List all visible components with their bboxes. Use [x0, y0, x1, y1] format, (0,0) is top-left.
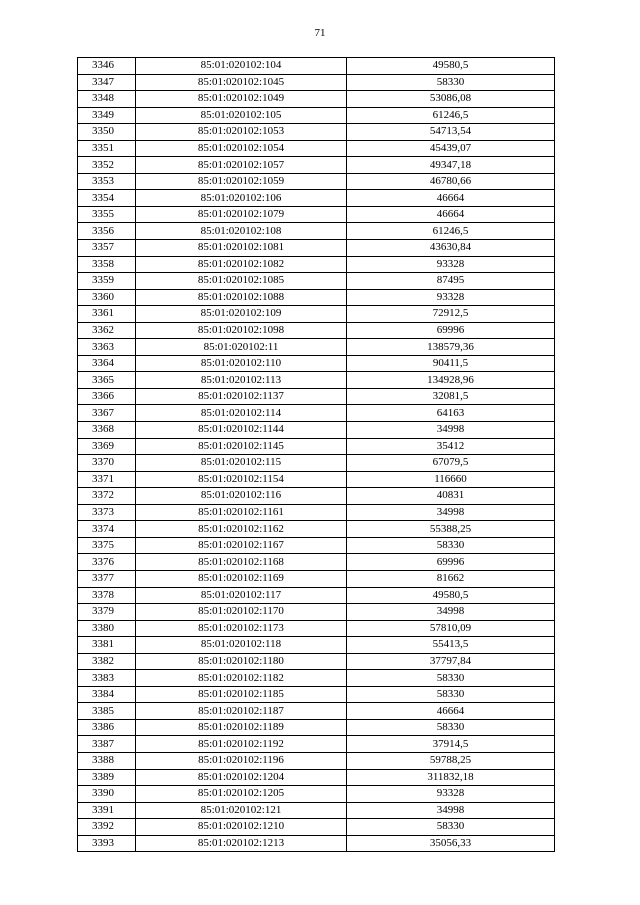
cadastral-number-cell: 85:01:020102:1170	[136, 604, 347, 621]
cadastral-value-cell: 93328	[347, 289, 555, 306]
row-number-cell: 3384	[78, 686, 136, 703]
cadastral-number-cell: 85:01:020102:1189	[136, 719, 347, 736]
row-number-cell: 3360	[78, 289, 136, 306]
table-row	[78, 273, 555, 290]
row-number-cell: 3362	[78, 322, 136, 339]
row-number-cell: 3390	[78, 786, 136, 803]
row-number-cell: 3348	[78, 91, 136, 108]
table-row	[78, 703, 555, 720]
cadastral-value-cell: 40831	[347, 488, 555, 505]
row-number-cell: 3353	[78, 173, 136, 190]
cadastral-value-cell: 64163	[347, 405, 555, 422]
table-row	[78, 107, 555, 124]
row-number-cell: 3369	[78, 438, 136, 455]
table-row	[78, 637, 555, 654]
table-row	[78, 686, 555, 703]
row-number-cell: 3346	[78, 58, 136, 75]
cadastral-value-cell: 49347,18	[347, 157, 555, 174]
row-number-cell: 3380	[78, 620, 136, 637]
cadastral-number-cell: 85:01:020102:1085	[136, 273, 347, 290]
table-row	[78, 455, 555, 472]
row-number-cell: 3349	[78, 107, 136, 124]
cadastral-value-table	[77, 57, 555, 852]
table-row	[78, 306, 555, 323]
cadastral-number-cell: 85:01:020102:1098	[136, 322, 347, 339]
row-number-cell: 3386	[78, 719, 136, 736]
cadastral-value-cell: 55413,5	[347, 637, 555, 654]
cadastral-number-cell: 85:01:020102:108	[136, 223, 347, 240]
table-row	[78, 819, 555, 836]
cadastral-number-cell: 85:01:020102:1059	[136, 173, 347, 190]
row-number-cell: 3383	[78, 670, 136, 687]
cadastral-value-cell: 90411,5	[347, 355, 555, 372]
cadastral-value-cell: 46664	[347, 703, 555, 720]
cadastral-value-cell: 61246,5	[347, 223, 555, 240]
table-row	[78, 405, 555, 422]
cadastral-value-cell: 34998	[347, 422, 555, 439]
cadastral-number-cell: 85:01:020102:121	[136, 802, 347, 819]
cadastral-number-cell: 85:01:020102:1196	[136, 752, 347, 769]
cadastral-value-cell: 67079,5	[347, 455, 555, 472]
table-row	[78, 752, 555, 769]
row-number-cell: 3393	[78, 835, 136, 852]
cadastral-value-cell: 87495	[347, 273, 555, 290]
cadastral-number-cell: 85:01:020102:1054	[136, 140, 347, 157]
cadastral-value-cell: 45439,07	[347, 140, 555, 157]
table-row	[78, 157, 555, 174]
cadastral-value-cell: 32081,5	[347, 388, 555, 405]
row-number-cell: 3370	[78, 455, 136, 472]
cadastral-number-cell: 85:01:020102:116	[136, 488, 347, 505]
row-number-cell: 3376	[78, 554, 136, 571]
row-number-cell: 3375	[78, 537, 136, 554]
row-number-cell: 3365	[78, 372, 136, 389]
cadastral-value-cell: 34998	[347, 504, 555, 521]
table-row	[78, 471, 555, 488]
row-number-cell: 3357	[78, 240, 136, 257]
cadastral-value-cell: 58330	[347, 819, 555, 836]
table-row	[78, 289, 555, 306]
cadastral-value-cell: 34998	[347, 604, 555, 621]
row-number-cell: 3379	[78, 604, 136, 621]
row-number-cell: 3377	[78, 570, 136, 587]
cadastral-number-cell: 85:01:020102:1173	[136, 620, 347, 637]
row-number-cell: 3382	[78, 653, 136, 670]
cadastral-number-cell: 85:01:020102:1081	[136, 240, 347, 257]
row-number-cell: 3367	[78, 405, 136, 422]
cadastral-number-cell: 85:01:020102:1180	[136, 653, 347, 670]
table-row	[78, 670, 555, 687]
cadastral-number-cell: 85:01:020102:1144	[136, 422, 347, 439]
table-row	[78, 355, 555, 372]
row-number-cell: 3388	[78, 752, 136, 769]
page-number: 71	[314, 27, 326, 39]
cadastral-number-cell: 85:01:020102:1213	[136, 835, 347, 852]
cadastral-number-cell: 85:01:020102:1204	[136, 769, 347, 786]
cadastral-number-cell: 85:01:020102:114	[136, 405, 347, 422]
cadastral-number-cell: 85:01:020102:1168	[136, 554, 347, 571]
cadastral-value-cell: 72912,5	[347, 306, 555, 323]
cadastral-number-cell: 85:01:020102:1082	[136, 256, 347, 273]
cadastral-number-cell: 85:01:020102:1053	[136, 124, 347, 141]
table-row	[78, 504, 555, 521]
table-row	[78, 488, 555, 505]
table-row	[78, 570, 555, 587]
row-number-cell: 3354	[78, 190, 136, 207]
cadastral-number-cell: 85:01:020102:1210	[136, 819, 347, 836]
row-number-cell: 3361	[78, 306, 136, 323]
table-row	[78, 173, 555, 190]
row-number-cell: 3364	[78, 355, 136, 372]
row-number-cell: 3350	[78, 124, 136, 141]
cadastral-value-cell: 43630,84	[347, 240, 555, 257]
table-row	[78, 206, 555, 223]
cadastral-value-cell: 35056,33	[347, 835, 555, 852]
cadastral-number-cell: 85:01:020102:1185	[136, 686, 347, 703]
row-number-cell: 3363	[78, 339, 136, 356]
cadastral-value-cell: 54713,54	[347, 124, 555, 141]
row-number-cell: 3358	[78, 256, 136, 273]
cadastral-value-cell: 46664	[347, 206, 555, 223]
row-number-cell: 3389	[78, 769, 136, 786]
table-row	[78, 521, 555, 538]
row-number-cell: 3391	[78, 802, 136, 819]
cadastral-number-cell: 85:01:020102:104	[136, 58, 347, 75]
table-row	[78, 604, 555, 621]
cadastral-number-cell: 85:01:020102:1145	[136, 438, 347, 455]
table-row	[78, 190, 555, 207]
table-row	[78, 58, 555, 75]
cadastral-number-cell: 85:01:020102:105	[136, 107, 347, 124]
table-row	[78, 438, 555, 455]
table-row	[78, 554, 555, 571]
cadastral-value-cell: 58330	[347, 670, 555, 687]
cadastral-value-cell: 58330	[347, 686, 555, 703]
row-number-cell: 3352	[78, 157, 136, 174]
table-row	[78, 422, 555, 439]
row-number-cell: 3366	[78, 388, 136, 405]
row-number-cell: 3385	[78, 703, 136, 720]
cadastral-value-cell: 134928,96	[347, 372, 555, 389]
cadastral-value-cell: 93328	[347, 786, 555, 803]
cadastral-value-cell: 46780,66	[347, 173, 555, 190]
row-number-cell: 3355	[78, 206, 136, 223]
cadastral-number-cell: 85:01:020102:1162	[136, 521, 347, 538]
row-number-cell: 3387	[78, 736, 136, 753]
row-number-cell: 3359	[78, 273, 136, 290]
table-row	[78, 736, 555, 753]
row-number-cell: 3373	[78, 504, 136, 521]
table-row	[78, 653, 555, 670]
cadastral-number-cell: 85:01:020102:1057	[136, 157, 347, 174]
cadastral-value-cell: 93328	[347, 256, 555, 273]
cadastral-value-cell: 58330	[347, 537, 555, 554]
table-row	[78, 786, 555, 803]
cadastral-value-cell: 81662	[347, 570, 555, 587]
row-number-cell: 3372	[78, 488, 136, 505]
cadastral-value-cell: 55388,25	[347, 521, 555, 538]
cadastral-value-cell: 46664	[347, 190, 555, 207]
table-row	[78, 769, 555, 786]
table-row	[78, 322, 555, 339]
row-number-cell: 3347	[78, 74, 136, 91]
cadastral-number-cell: 85:01:020102:1137	[136, 388, 347, 405]
cadastral-value-cell: 37797,84	[347, 653, 555, 670]
table-row	[78, 587, 555, 604]
row-number-cell: 3374	[78, 521, 136, 538]
table-row	[78, 240, 555, 257]
cadastral-number-cell: 85:01:020102:1169	[136, 570, 347, 587]
cadastral-number-cell: 85:01:020102:110	[136, 355, 347, 372]
cadastral-number-cell: 85:01:020102:1088	[136, 289, 347, 306]
table-row	[78, 223, 555, 240]
cadastral-number-cell: 85:01:020102:117	[136, 587, 347, 604]
table-row	[78, 537, 555, 554]
cadastral-number-cell: 85:01:020102:1154	[136, 471, 347, 488]
cadastral-value-cell: 57810,09	[347, 620, 555, 637]
cadastral-value-cell: 53086,08	[347, 91, 555, 108]
table-row	[78, 388, 555, 405]
table-body	[78, 58, 555, 852]
cadastral-value-cell: 58330	[347, 719, 555, 736]
row-number-cell: 3378	[78, 587, 136, 604]
table-row	[78, 256, 555, 273]
cadastral-number-cell: 85:01:020102:1049	[136, 91, 347, 108]
cadastral-number-cell: 85:01:020102:1192	[136, 736, 347, 753]
row-number-cell: 3371	[78, 471, 136, 488]
cadastral-value-cell: 138579,36	[347, 339, 555, 356]
cadastral-value-cell: 116660	[347, 471, 555, 488]
cadastral-value-cell: 34998	[347, 802, 555, 819]
table-row	[78, 91, 555, 108]
table-row	[78, 339, 555, 356]
cadastral-value-cell: 58330	[347, 74, 555, 91]
cadastral-number-cell: 85:01:020102:106	[136, 190, 347, 207]
cadastral-value-cell: 61246,5	[347, 107, 555, 124]
cadastral-number-cell: 85:01:020102:1167	[136, 537, 347, 554]
table-row	[78, 74, 555, 91]
cadastral-number-cell: 85:01:020102:11	[136, 339, 347, 356]
cadastral-value-cell: 49580,5	[347, 587, 555, 604]
cadastral-value-cell: 35412	[347, 438, 555, 455]
cadastral-value-cell: 311832,18	[347, 769, 555, 786]
table-row	[78, 802, 555, 819]
cadastral-number-cell: 85:01:020102:1161	[136, 504, 347, 521]
row-number-cell: 3392	[78, 819, 136, 836]
table-row	[78, 719, 555, 736]
cadastral-number-cell: 85:01:020102:1079	[136, 206, 347, 223]
table-row	[78, 140, 555, 157]
row-number-cell: 3356	[78, 223, 136, 240]
table-row	[78, 124, 555, 141]
cadastral-value-cell: 37914,5	[347, 736, 555, 753]
cadastral-value-cell: 59788,25	[347, 752, 555, 769]
cadastral-number-cell: 85:01:020102:1045	[136, 74, 347, 91]
cadastral-number-cell: 85:01:020102:109	[136, 306, 347, 323]
cadastral-number-cell: 85:01:020102:1182	[136, 670, 347, 687]
table-row	[78, 372, 555, 389]
cadastral-number-cell: 85:01:020102:113	[136, 372, 347, 389]
cadastral-value-cell: 69996	[347, 322, 555, 339]
cadastral-number-cell: 85:01:020102:115	[136, 455, 347, 472]
cadastral-number-cell: 85:01:020102:118	[136, 637, 347, 654]
cadastral-value-cell: 69996	[347, 554, 555, 571]
cadastral-value-cell: 49580,5	[347, 58, 555, 75]
table-row	[78, 620, 555, 637]
table-row	[78, 835, 555, 852]
cadastral-number-cell: 85:01:020102:1205	[136, 786, 347, 803]
row-number-cell: 3351	[78, 140, 136, 157]
row-number-cell: 3368	[78, 422, 136, 439]
row-number-cell: 3381	[78, 637, 136, 654]
cadastral-number-cell: 85:01:020102:1187	[136, 703, 347, 720]
